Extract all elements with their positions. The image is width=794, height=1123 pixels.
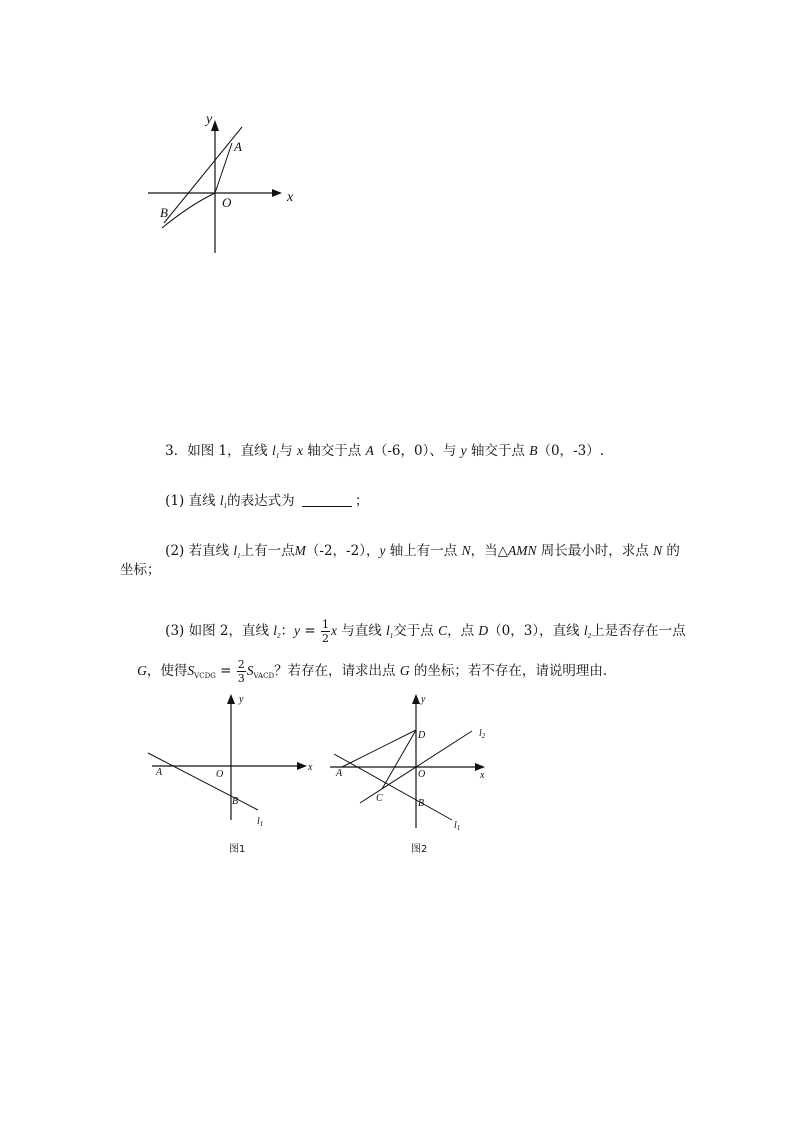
y-axis-label: y [421,694,426,705]
fraction-two-thirds: $\frac{2}{3}$ [237,658,245,685]
line-l1 [148,753,258,810]
line-l1 [334,754,452,820]
origin-label: O [222,195,232,210]
point-a-label: A [156,767,163,778]
figure-1-caption: 图1 [229,844,246,855]
origin-label: O [216,769,224,780]
y-axis-arrow-icon [227,694,235,704]
line-l2-label: $l_2$ [479,728,486,740]
x-axis-arrow-icon [272,189,282,197]
figure-2-caption: 图2 [411,844,428,855]
origin-label: O [418,769,426,780]
y-axis-label: y [239,694,244,705]
x-axis-label: x [308,762,313,773]
point-d-label: D [418,730,426,741]
line-l1-label: $l_1$ [454,820,461,832]
y-axis-label: y [206,112,213,127]
point-a-label: A [336,768,343,779]
point-b-label: B [232,796,239,807]
fraction-one-half: $\frac{1}{2}$ [321,618,329,645]
x-axis-label: x [287,190,294,205]
curve-ob [162,193,215,228]
point-a-label: A [234,139,242,154]
x-axis-label: x [480,770,485,781]
question-number: 3． [165,443,188,459]
x-axis-arrow-icon [297,762,307,770]
top-figure [140,105,320,265]
answer-blank[interactable] [302,494,352,507]
point-b-label: B [160,205,168,220]
point-b-label: B [418,798,425,809]
figure-1 [140,690,330,830]
y-axis-arrow-icon [412,694,420,704]
figure-2 [322,690,497,835]
point-c-label: C [376,793,383,804]
line-l1-label: $l_1$ [257,816,264,828]
